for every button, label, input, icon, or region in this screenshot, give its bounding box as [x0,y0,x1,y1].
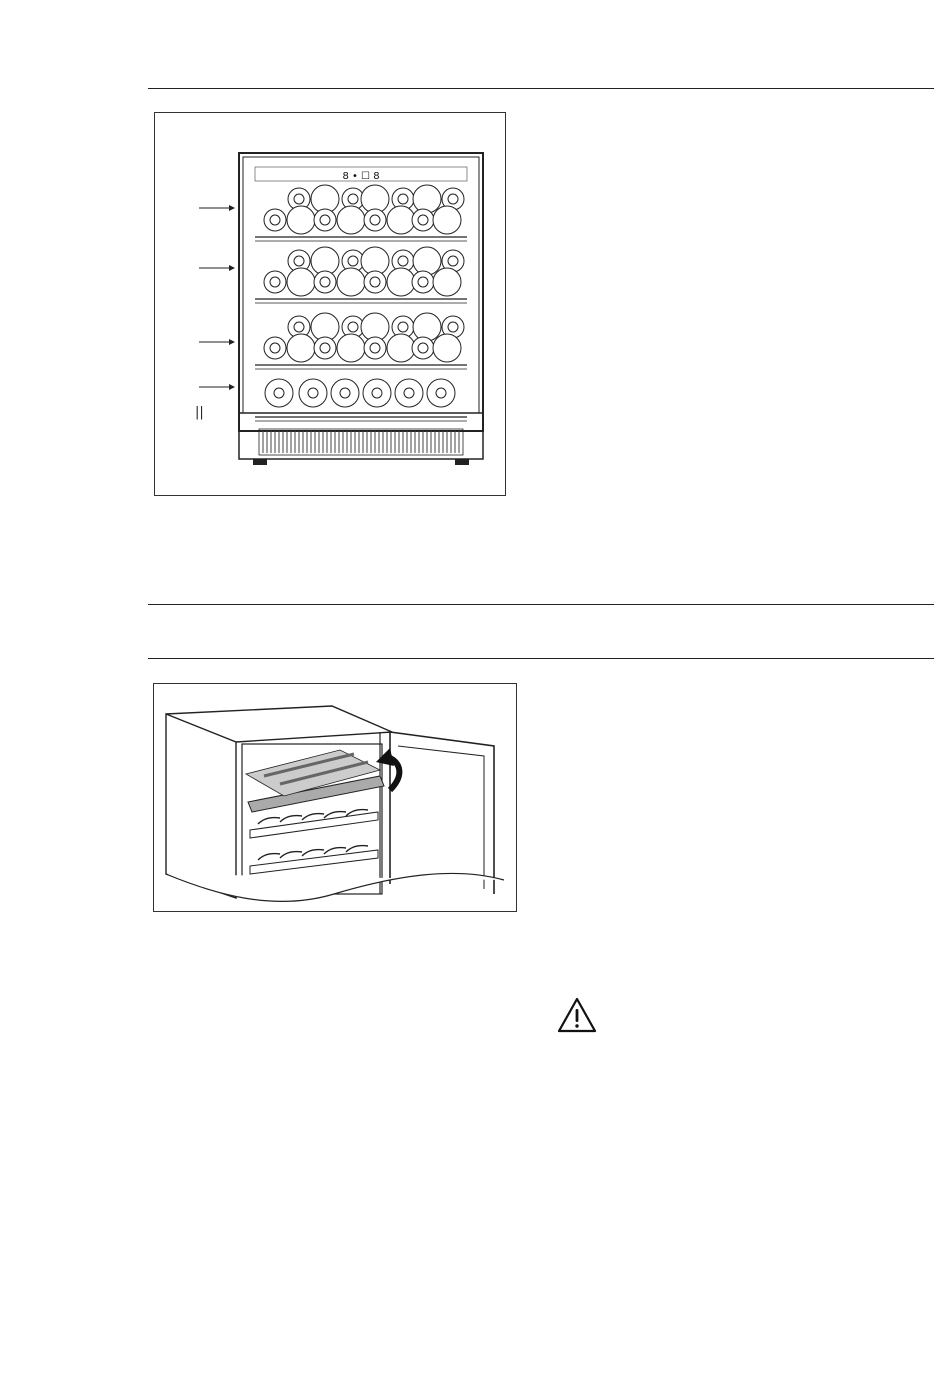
ventilation-grille [259,429,463,455]
remaining-shelves [250,810,378,874]
wine-cabinet-front-drawing [155,113,505,495]
bottle-shelves [255,185,467,421]
section-rule-lower [148,658,934,659]
top-rule [148,88,934,89]
right-foot [455,459,469,465]
warning-triangle-icon [556,996,598,1034]
shelf-arrows [199,205,235,390]
removed-shelf [246,750,384,812]
section-rule-upper [148,604,934,605]
left-foot [253,459,267,465]
wine-cabinet-front-figure [154,112,506,496]
control-panel-label: 8 • ☐ 8 [342,171,380,182]
shelf-removal-figure [153,683,517,912]
side-marker: || [195,405,204,420]
shelf-removal-drawing [154,684,516,911]
